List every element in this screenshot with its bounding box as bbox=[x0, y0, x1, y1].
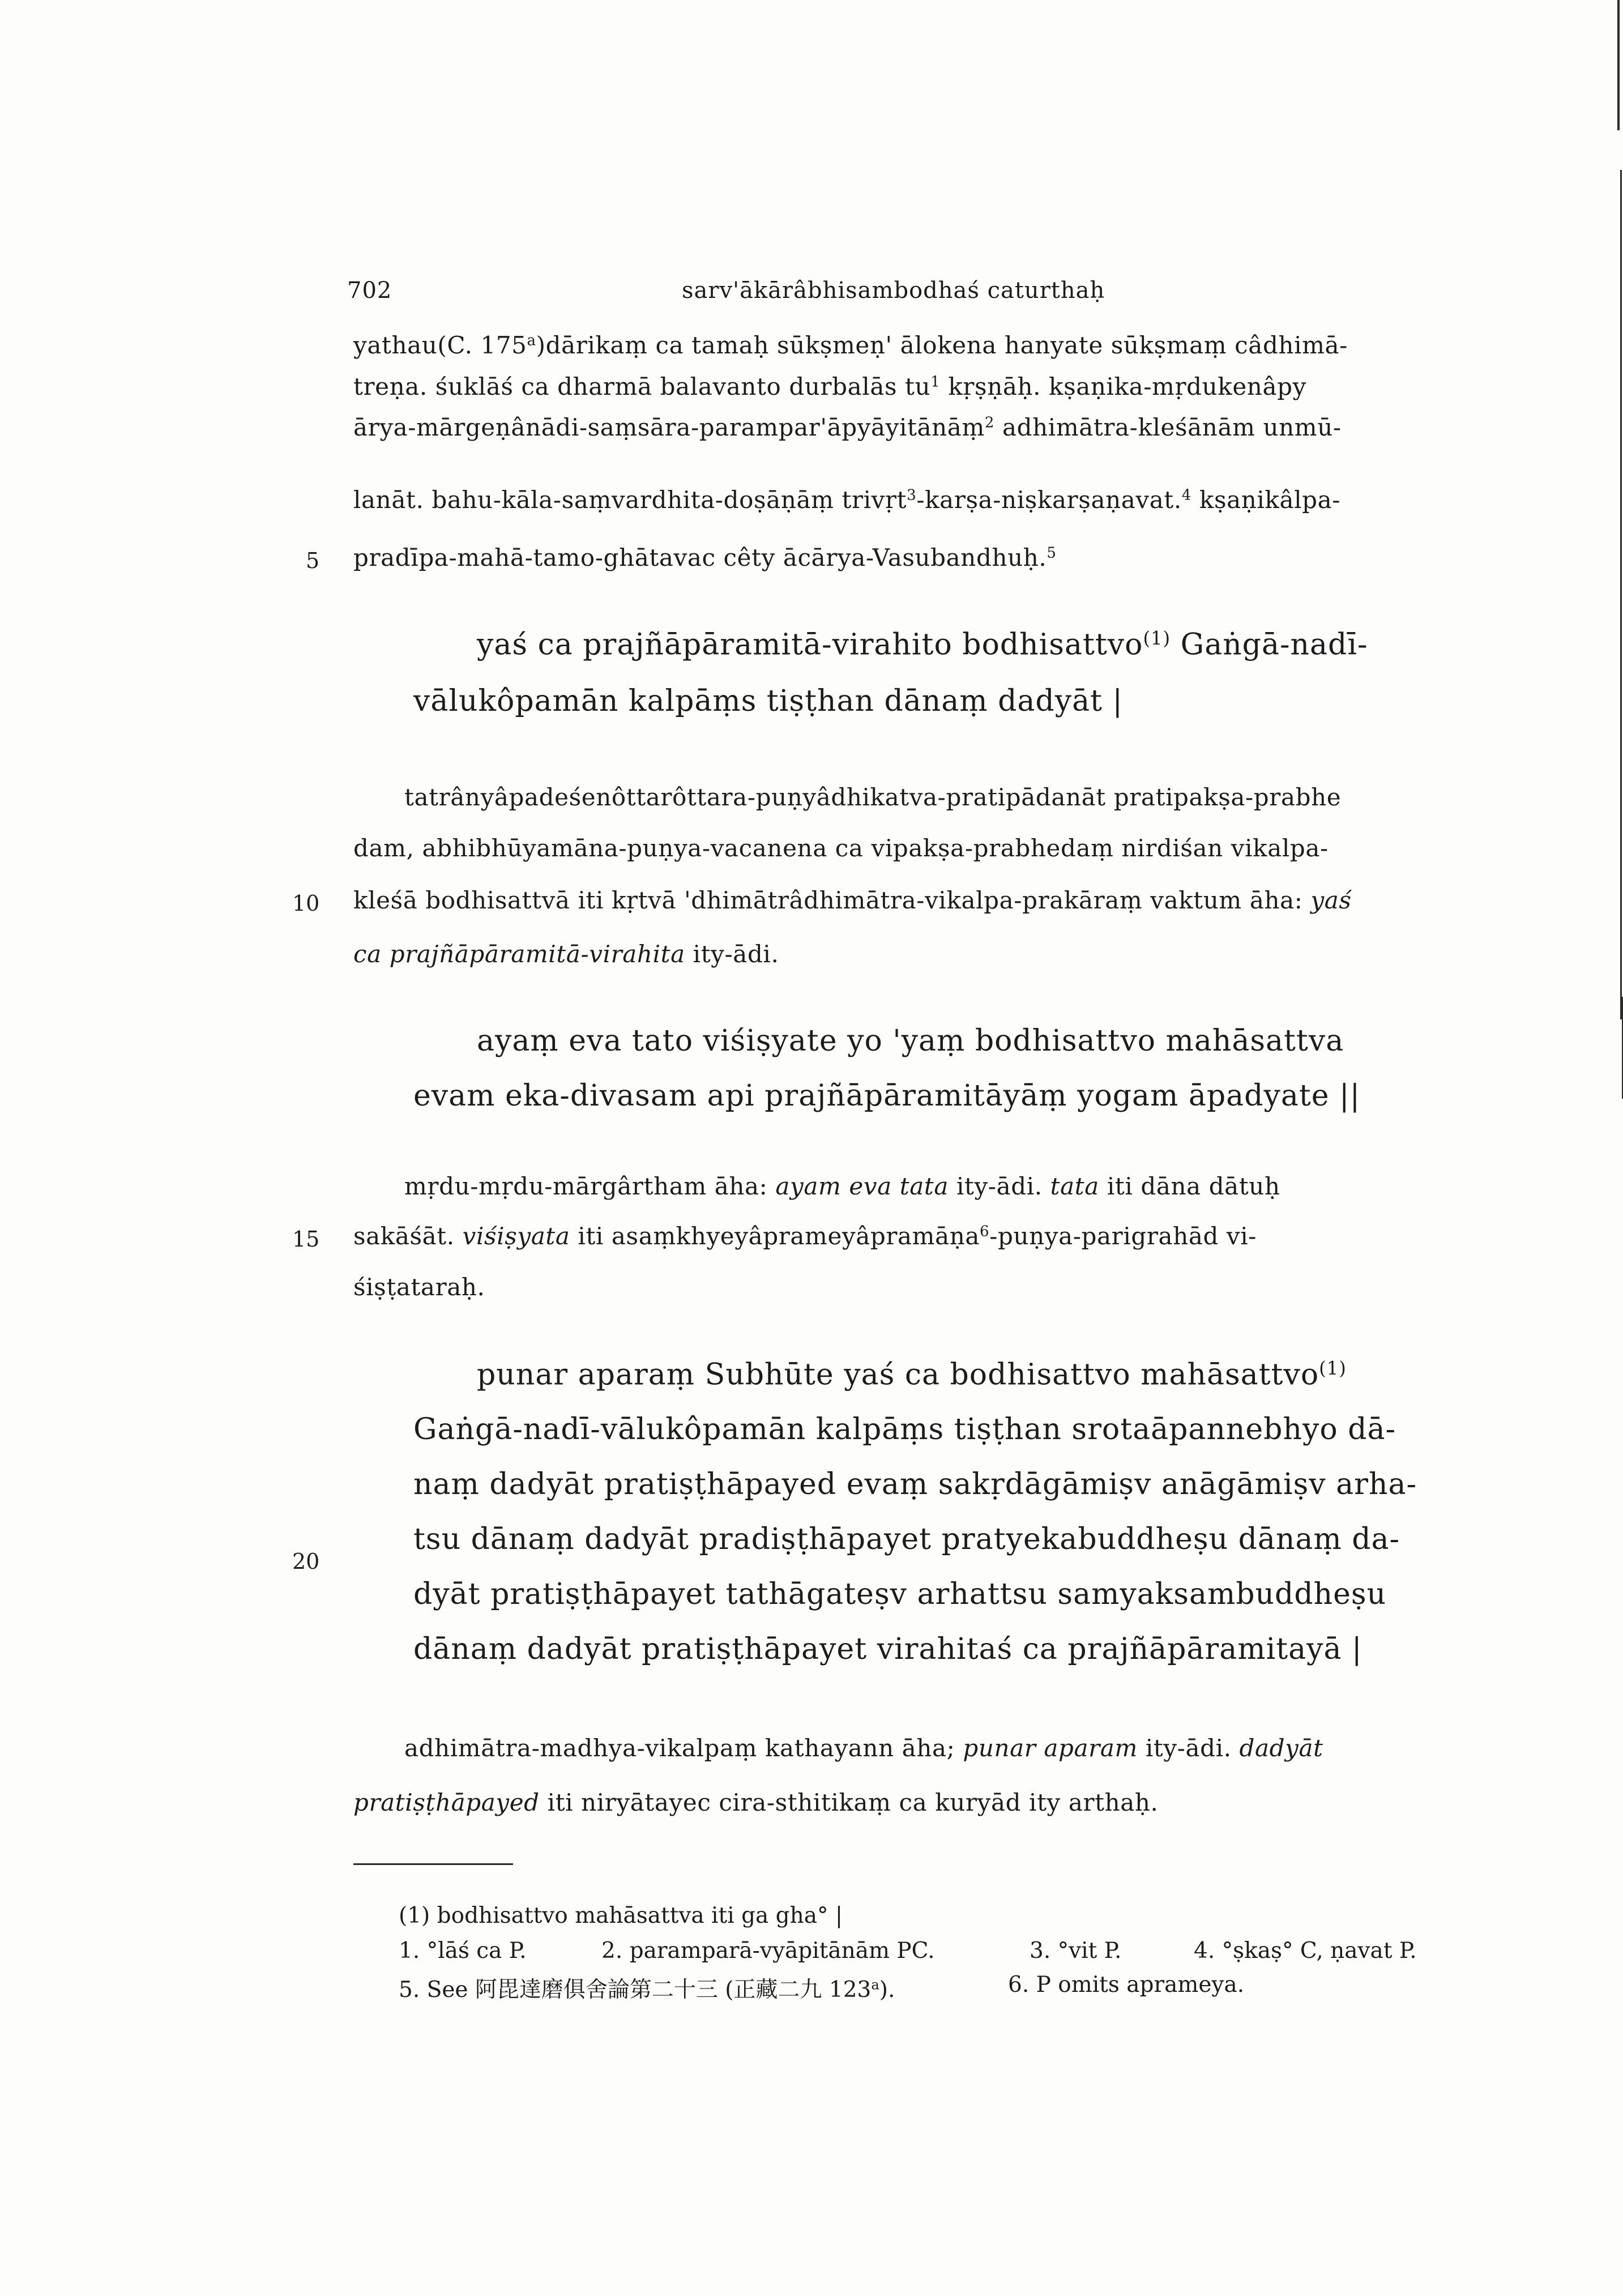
verse-line: ayaṃ eva tato viśiṣyate yo 'yaṃ bodhisattvo mahāsattva bbox=[477, 1024, 1344, 1058]
running-title: sarv'ākārâbhisambodhaś caturthaḥ bbox=[682, 278, 1105, 304]
line-number: 10 bbox=[292, 891, 320, 916]
verse-line: naṃ dadyāt pratiṣṭhāpayed evaṃ sakṛdāgāmiṣv anāgāmiṣv arha- bbox=[413, 1467, 1417, 1501]
text-line: mṛdu-mṛdu-mārgârtham āha: ayam eva tata ity-ādi. tata iti dāna dātuḥ bbox=[404, 1172, 1280, 1200]
verse-line: yaś ca prajñāpāramitā-virahito bodhisattvo$^{(1)}$ Gaṅgā-nadī- bbox=[477, 628, 1368, 662]
text-line: pratiṣṭhāpayed iti niryātayec cira-sthitikaṃ ca kuryād ity arthaḥ. bbox=[353, 1789, 1159, 1816]
text-line: kleśā bodhisattvā iti kṛtvā 'dhimātrâdhimātra-vikalpa-prakāraṃ vaktum āha: yaś bbox=[353, 886, 1352, 914]
verse-line: punar aparaṃ Subhūte yaś ca bodhisattvo mahāsattvo$^{(1)}$ bbox=[477, 1358, 1347, 1392]
verse-line: dānaṃ dadyāt pratiṣṭhāpayet virahitaś ca prajñāpāramitayā | bbox=[413, 1632, 1363, 1666]
verse-line: dyāt pratiṣṭhāpayet tathāgateṣv arhattsu samyaksambuddheṣu bbox=[413, 1577, 1387, 1611]
footnote: 1. °lāś ca P. bbox=[399, 1938, 527, 1964]
line-number: 15 bbox=[292, 1227, 320, 1252]
line-number: 20 bbox=[292, 1549, 320, 1574]
verse-line: vālukôpamān kalpāṃs tiṣṭhan dānaṃ dadyāt | bbox=[413, 684, 1124, 718]
verse-line: tsu dānaṃ dadyāt pradiṣṭhāpayet pratyekabuddheṣu dānaṃ da- bbox=[413, 1522, 1400, 1556]
text-line: yathau(C. 175$^a$)dārikaṃ ca tamaḥ sūkṣmeṇ' ālokena hanyate sūkṣmaṃ câdhimā- bbox=[353, 331, 1348, 359]
footnote: 5. See 阿毘達磨俱舍論第二十三 (正藏二九 123$^a$). bbox=[399, 1977, 895, 2003]
text-line: pradīpa-mahā-tamo-ghātavac cêty ācārya-Vasubandhuḥ.$^5$ bbox=[353, 544, 1057, 571]
text-line: sakāśāt. viśiṣyata iti asaṃkhyeyâprameyâpramāṇa$^6$-puṇya-parigrahād vi- bbox=[353, 1222, 1257, 1250]
text-line: adhimātra-madhya-vikalpaṃ kathayann āha; punar aparam ity-ādi. dadyāt bbox=[404, 1734, 1323, 1762]
verse-line: evam eka-divasam api prajñāpāramitāyāṃ yogam āpadyate || bbox=[413, 1079, 1361, 1113]
footnote: (1) bodhisattvo mahāsattva iti ga gha° | bbox=[399, 1903, 843, 1928]
text-line: treṇa. śuklāś ca dharmā balavanto durbalās $tu^1$ kṛṣṇāḥ. kṣaṇika-mṛdukenâpy bbox=[353, 373, 1306, 400]
footnote: 4. °ṣkaṣ° C, ṇavat P. bbox=[1194, 1938, 1417, 1964]
page-edge-line bbox=[1617, 0, 1620, 130]
text-line: lanāt. bahu-kāla-saṃvardhita-doṣāṇāṃ trivṛt$^3$-karṣa-niṣkarṣaṇavat.$^4$ kṣaṇikâlpa- bbox=[353, 486, 1341, 514]
line-number: 5 bbox=[306, 548, 320, 573]
page-edge-line bbox=[1620, 170, 1622, 1019]
verse-line: Gaṅgā-nadī-vālukôpamān kalpāṃs tiṣṭhan srotaāpannebhyo dā- bbox=[413, 1412, 1396, 1446]
footnote: 2. paramparā-vyāpitānām PC. bbox=[601, 1938, 935, 1964]
footnote-rule bbox=[353, 1863, 513, 1865]
text-line: ārya-mārgeṇânādi-saṃsāra-parampar'āpyāyitānāṃ$^2$ adhimātra-kleśānām unmū- bbox=[353, 413, 1342, 441]
page-number: 702 bbox=[347, 278, 392, 304]
text-line: śiṣṭataraḥ. bbox=[353, 1273, 485, 1301]
text-line: tatrânyâpadeśenôttarôttara-puṇyâdhikatva-pratipādanāt pratipakṣa-prabhe bbox=[404, 783, 1342, 811]
footnote: 3. °vit P. bbox=[1030, 1938, 1122, 1964]
text-line: dam, abhibhūyamāna-puṇya-vacanena ca vipakṣa-prabhedaṃ nirdiśan vikalpa- bbox=[353, 834, 1329, 862]
footnote: 6. P omits aprameya. bbox=[1008, 1972, 1245, 1998]
text-line: ca prajñāpāramitā-virahita ity-ādi. bbox=[353, 940, 779, 968]
